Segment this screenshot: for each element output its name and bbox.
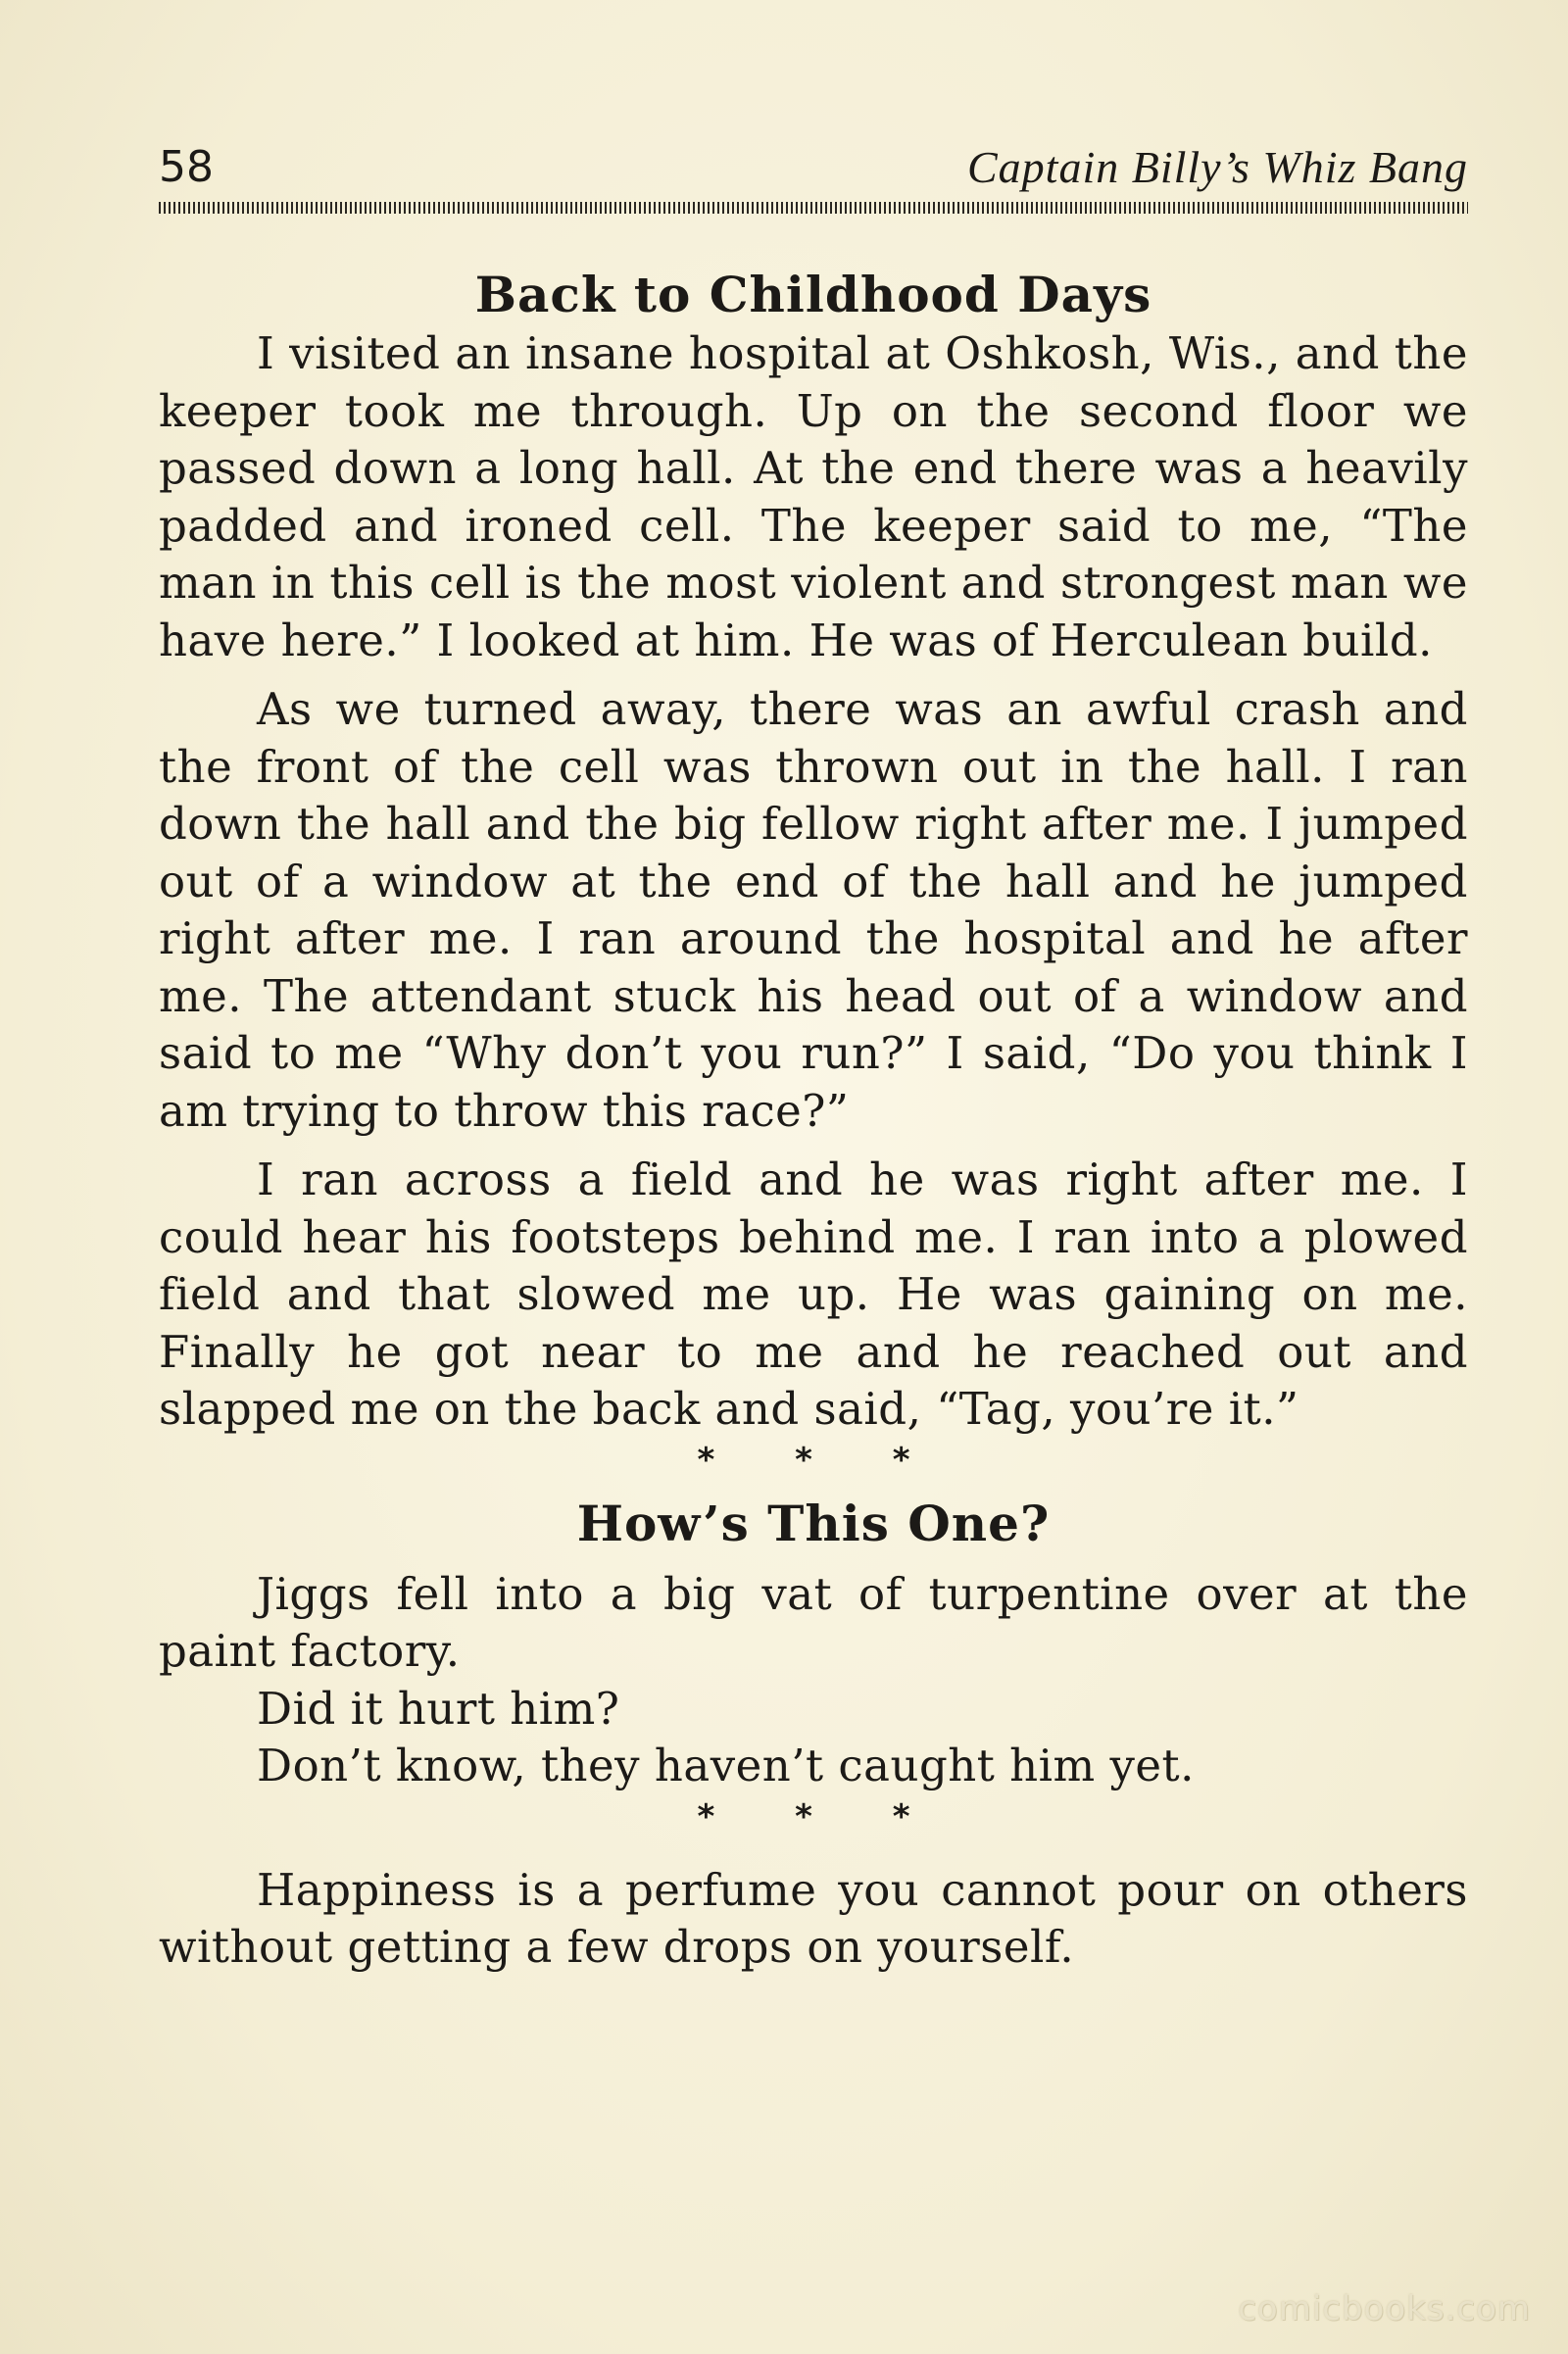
article-paragraph: I ran across a field and he was right after me. I could hear his footsteps behind me. I ran into a plowed field and that slowed me up. He was gaining on me. Finally he got near to me and he reached out and slapped me on the back and said, “Tag, you’re it.” — [159, 1153, 1468, 1435]
running-title: Captain Billy’s Whiz Bang — [967, 142, 1468, 192]
page-content — [159, 265, 1468, 1977]
paragraph-gap — [159, 1554, 1468, 1566]
paragraph-gap — [159, 669, 1468, 681]
section-separator: * * * — [697, 1440, 930, 1480]
site-watermark: comicbooks.com — [1238, 2289, 1531, 2329]
article-paragraph: I visited an insane hospital at Oshkosh, Wis., and the keeper took me through. Up on the second floor we passed down a long hall. At the end there was a heavily padded and ironed cell. The keeper said to me, “The man in this cell is the most violent and strongest man we have here.” I looked at him. He was of Herculean build. — [159, 327, 1468, 666]
paragraph-gap — [159, 1482, 1468, 1494]
section-separator: * * * — [697, 1796, 930, 1837]
article-title-childhood: Back to Childhood Days — [474, 266, 1152, 323]
article-paragraph: Did it hurt him? — [257, 1682, 620, 1735]
paragraph-gap — [159, 1140, 1468, 1152]
article-paragraph: As we turned away, there was an awful crash and the front of the cell was thrown out in the hall. I ran down the hall and the big fellow right after me. I jumped out of a window at the end of the hall and he jumped right after me. I ran around the hospital and he after me. The attendant stuck his head out of a window and said to me “Why don’t you run?” I said, “Do you think I am trying to throw this race?” — [159, 683, 1468, 1137]
closing-quote: Happiness is a perfume you cannot pour on others without getting a few drops on yourself. — [159, 1863, 1468, 1973]
article-paragraph: Don’t know, they haven’t caught him yet. — [257, 1740, 1195, 1791]
article-paragraph: Jiggs fell into a big vat of turpentine over at the paint factory. — [159, 1567, 1468, 1677]
header-rule — [159, 202, 1468, 214]
paragraph-gap — [159, 1850, 1468, 1862]
article-title-hows-this-one: How’s This One? — [576, 1494, 1051, 1552]
page-header — [159, 137, 1468, 196]
page-number: 58 — [159, 142, 214, 192]
paragraph-gap — [159, 1839, 1468, 1850]
